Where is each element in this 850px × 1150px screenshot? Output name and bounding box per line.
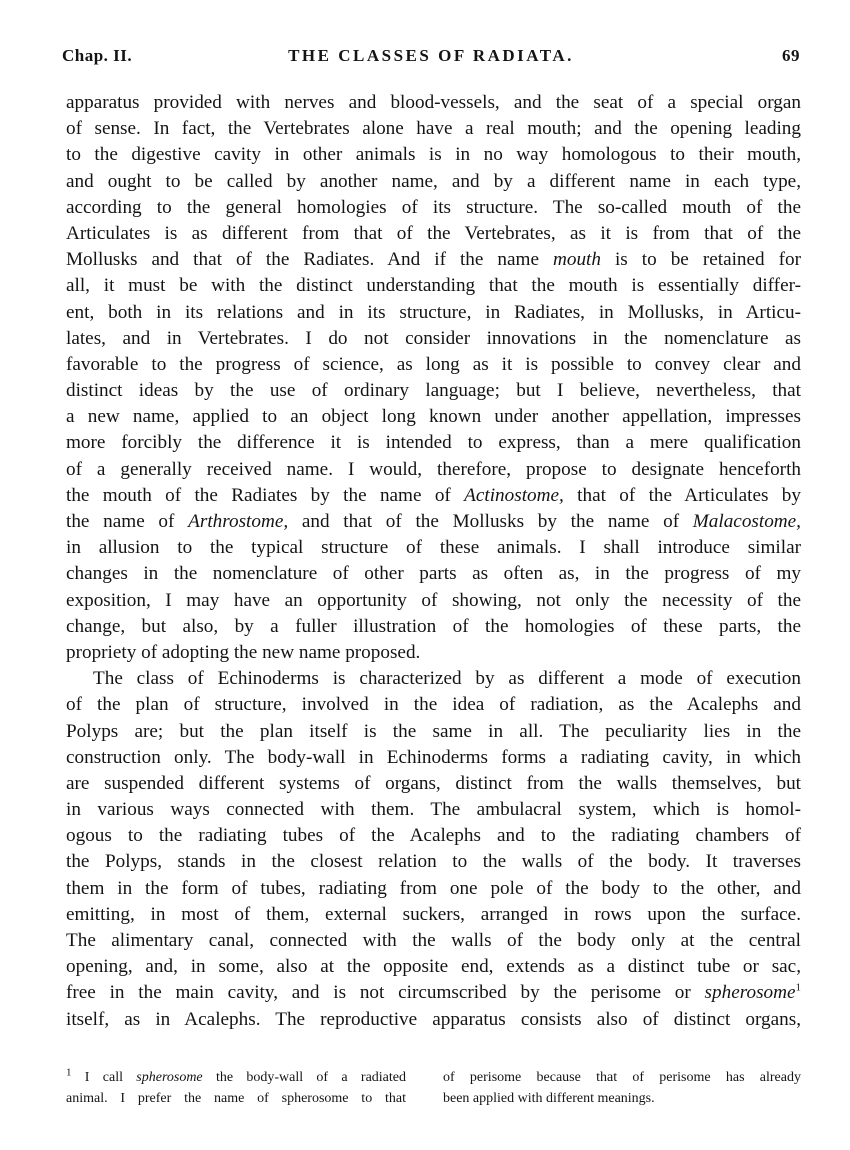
footnote-text: I call — [71, 1070, 137, 1085]
footnote-line — [66, 1067, 406, 1088]
text-segment: Mollusks and that of the Radiates. And if the name — [66, 249, 553, 271]
page-title: THE CLASSES OF RADIATA. — [288, 46, 574, 65]
text-line: of sense. In fact, the Vertebrates alone have a real mouth; and the opening leading — [66, 118, 801, 140]
text-line: opening, and, in some, also at the opposite end, extends as a distinct tube or sac, — [66, 956, 801, 978]
text-line: Articulates is as different from that of the Vertebrates, as it is from that of the — [66, 222, 801, 244]
text-segment: the mouth of the Radiates by the name of — [66, 484, 465, 506]
text-line: ent, both in its relations and in its structure, in Radiates, in Mollusks, in Articu- — [66, 301, 801, 323]
text-line: more forcibly the difference it is intended to express, than a mere qualification — [66, 432, 801, 454]
text-line: itself, as in Acalephs. The reproductive apparatus consists also of distinct organs, — [66, 1008, 801, 1030]
running-header — [62, 46, 800, 70]
text-line: changes in the nomenclature of other parts as often as, in the progress of my — [66, 563, 801, 585]
text-line: lates, and in Vertebrates. I do not consider innovations in the nomenclature as — [66, 327, 801, 349]
footnote-line: been applied with different meanings. — [443, 1091, 655, 1106]
text-line — [66, 980, 801, 1006]
text-line: and ought to be called by another name, and by a different name in each type, — [66, 170, 801, 192]
text-line: the Polyps, stands in the closest relation to the walls of the body. It traverses — [66, 851, 801, 873]
text-line: Polyps are; but the plan itself is the same in all. The peculiarity lies in the — [66, 720, 801, 742]
italic-term: mouth — [553, 249, 601, 271]
text-line: to the digestive cavity in other animals is in no way homologous to their mouth, — [66, 144, 801, 166]
page-number: 69 — [782, 46, 800, 65]
text-line: The class of Echinoderms is characterized by as different a mode of execution — [93, 668, 801, 690]
footnote-text: the body-wall of a radiated — [202, 1070, 406, 1085]
chapter-label: Chap. II. — [62, 46, 133, 65]
italic-term: Arthrostome, — [188, 511, 289, 532]
text-line: them in the form of tubes, radiating from one pole of the body to the other, and — [66, 877, 801, 899]
footnote-column-right — [443, 1067, 801, 1109]
footnote-line: animal. I prefer the name of spherosome to that — [66, 1091, 406, 1106]
text-line: propriety of adopting the new name proposed. — [66, 641, 421, 663]
text-segment: that of the Articulates by — [563, 484, 801, 506]
footnote-line: of perisome because that of perisome has already — [443, 1070, 801, 1085]
text-line: favorable to the progress of science, as long as it is possible to convey clear and — [66, 353, 801, 375]
text-line: a new name, applied to an object long known under another appellation, impresses — [66, 406, 801, 428]
body-text — [66, 90, 801, 1033]
text-segment: is to be retained for — [600, 249, 802, 271]
text-line: construction only. The body-wall in Echinoderms forms a radiating cavity, in which — [66, 746, 801, 768]
text-line: emitting, in most of them, external suckers, arranged in rows upon the surface. — [66, 903, 801, 925]
text-line: in allusion to the typical structure of these animals. I shall introduce similar — [66, 537, 801, 559]
text-line: apparatus provided with nerves and blood-vessels, and the seat of a special organ — [66, 92, 801, 113]
text-line: all, it must be with the distinct understanding that the mouth is essentially differ- — [66, 275, 801, 297]
text-line: change, but also, by a fuller illustration of the homologies of these parts, the — [66, 615, 801, 637]
italic-term: Actinostome, — [464, 484, 564, 506]
text-line: The alimentary canal, connected with the walls of the body only at the central — [66, 930, 801, 951]
text-line: distinct ideas by the use of ordinary language; but I believe, nevertheless, that — [66, 380, 801, 402]
italic-term: spherosome — [704, 982, 796, 1004]
text-line: are suspended different systems of organs, distinct from the walls themselves, but — [66, 772, 801, 794]
text-line: exposition, I may have an opportunity of showing, not only the necessity of the — [66, 589, 801, 611]
italic-term: Malacostome, — [692, 511, 801, 532]
footnote-column-left — [66, 1067, 406, 1109]
text-line: according to the general homologies of its structure. The so-called mouth of the — [66, 196, 801, 218]
text-segment: the name of — [66, 511, 189, 532]
text-line: ogous to the radiating tubes of the Acalephs and to the radiating chambers of — [66, 825, 801, 847]
text-line — [66, 247, 801, 273]
footnote-term: spherosome — [136, 1070, 203, 1085]
text-line: of the plan of structure, involved in the idea of radiation, as the Acalephs and — [66, 694, 801, 716]
footnote-ref: 1 — [795, 981, 801, 994]
text-line — [66, 483, 801, 509]
text-line: of a generally received name. I would, therefore, propose to designate henceforth — [66, 458, 801, 480]
text-line: in various ways connected with them. The ambulacral system, which is homol- — [66, 799, 801, 821]
text-segment: and that of the Mollusks by the name of — [288, 511, 693, 532]
text-line — [66, 509, 801, 535]
footnote-marker: 1 — [66, 1066, 72, 1079]
text-segment: free in the main cavity, and is not circumscribed by the perisome or — [66, 982, 705, 1004]
